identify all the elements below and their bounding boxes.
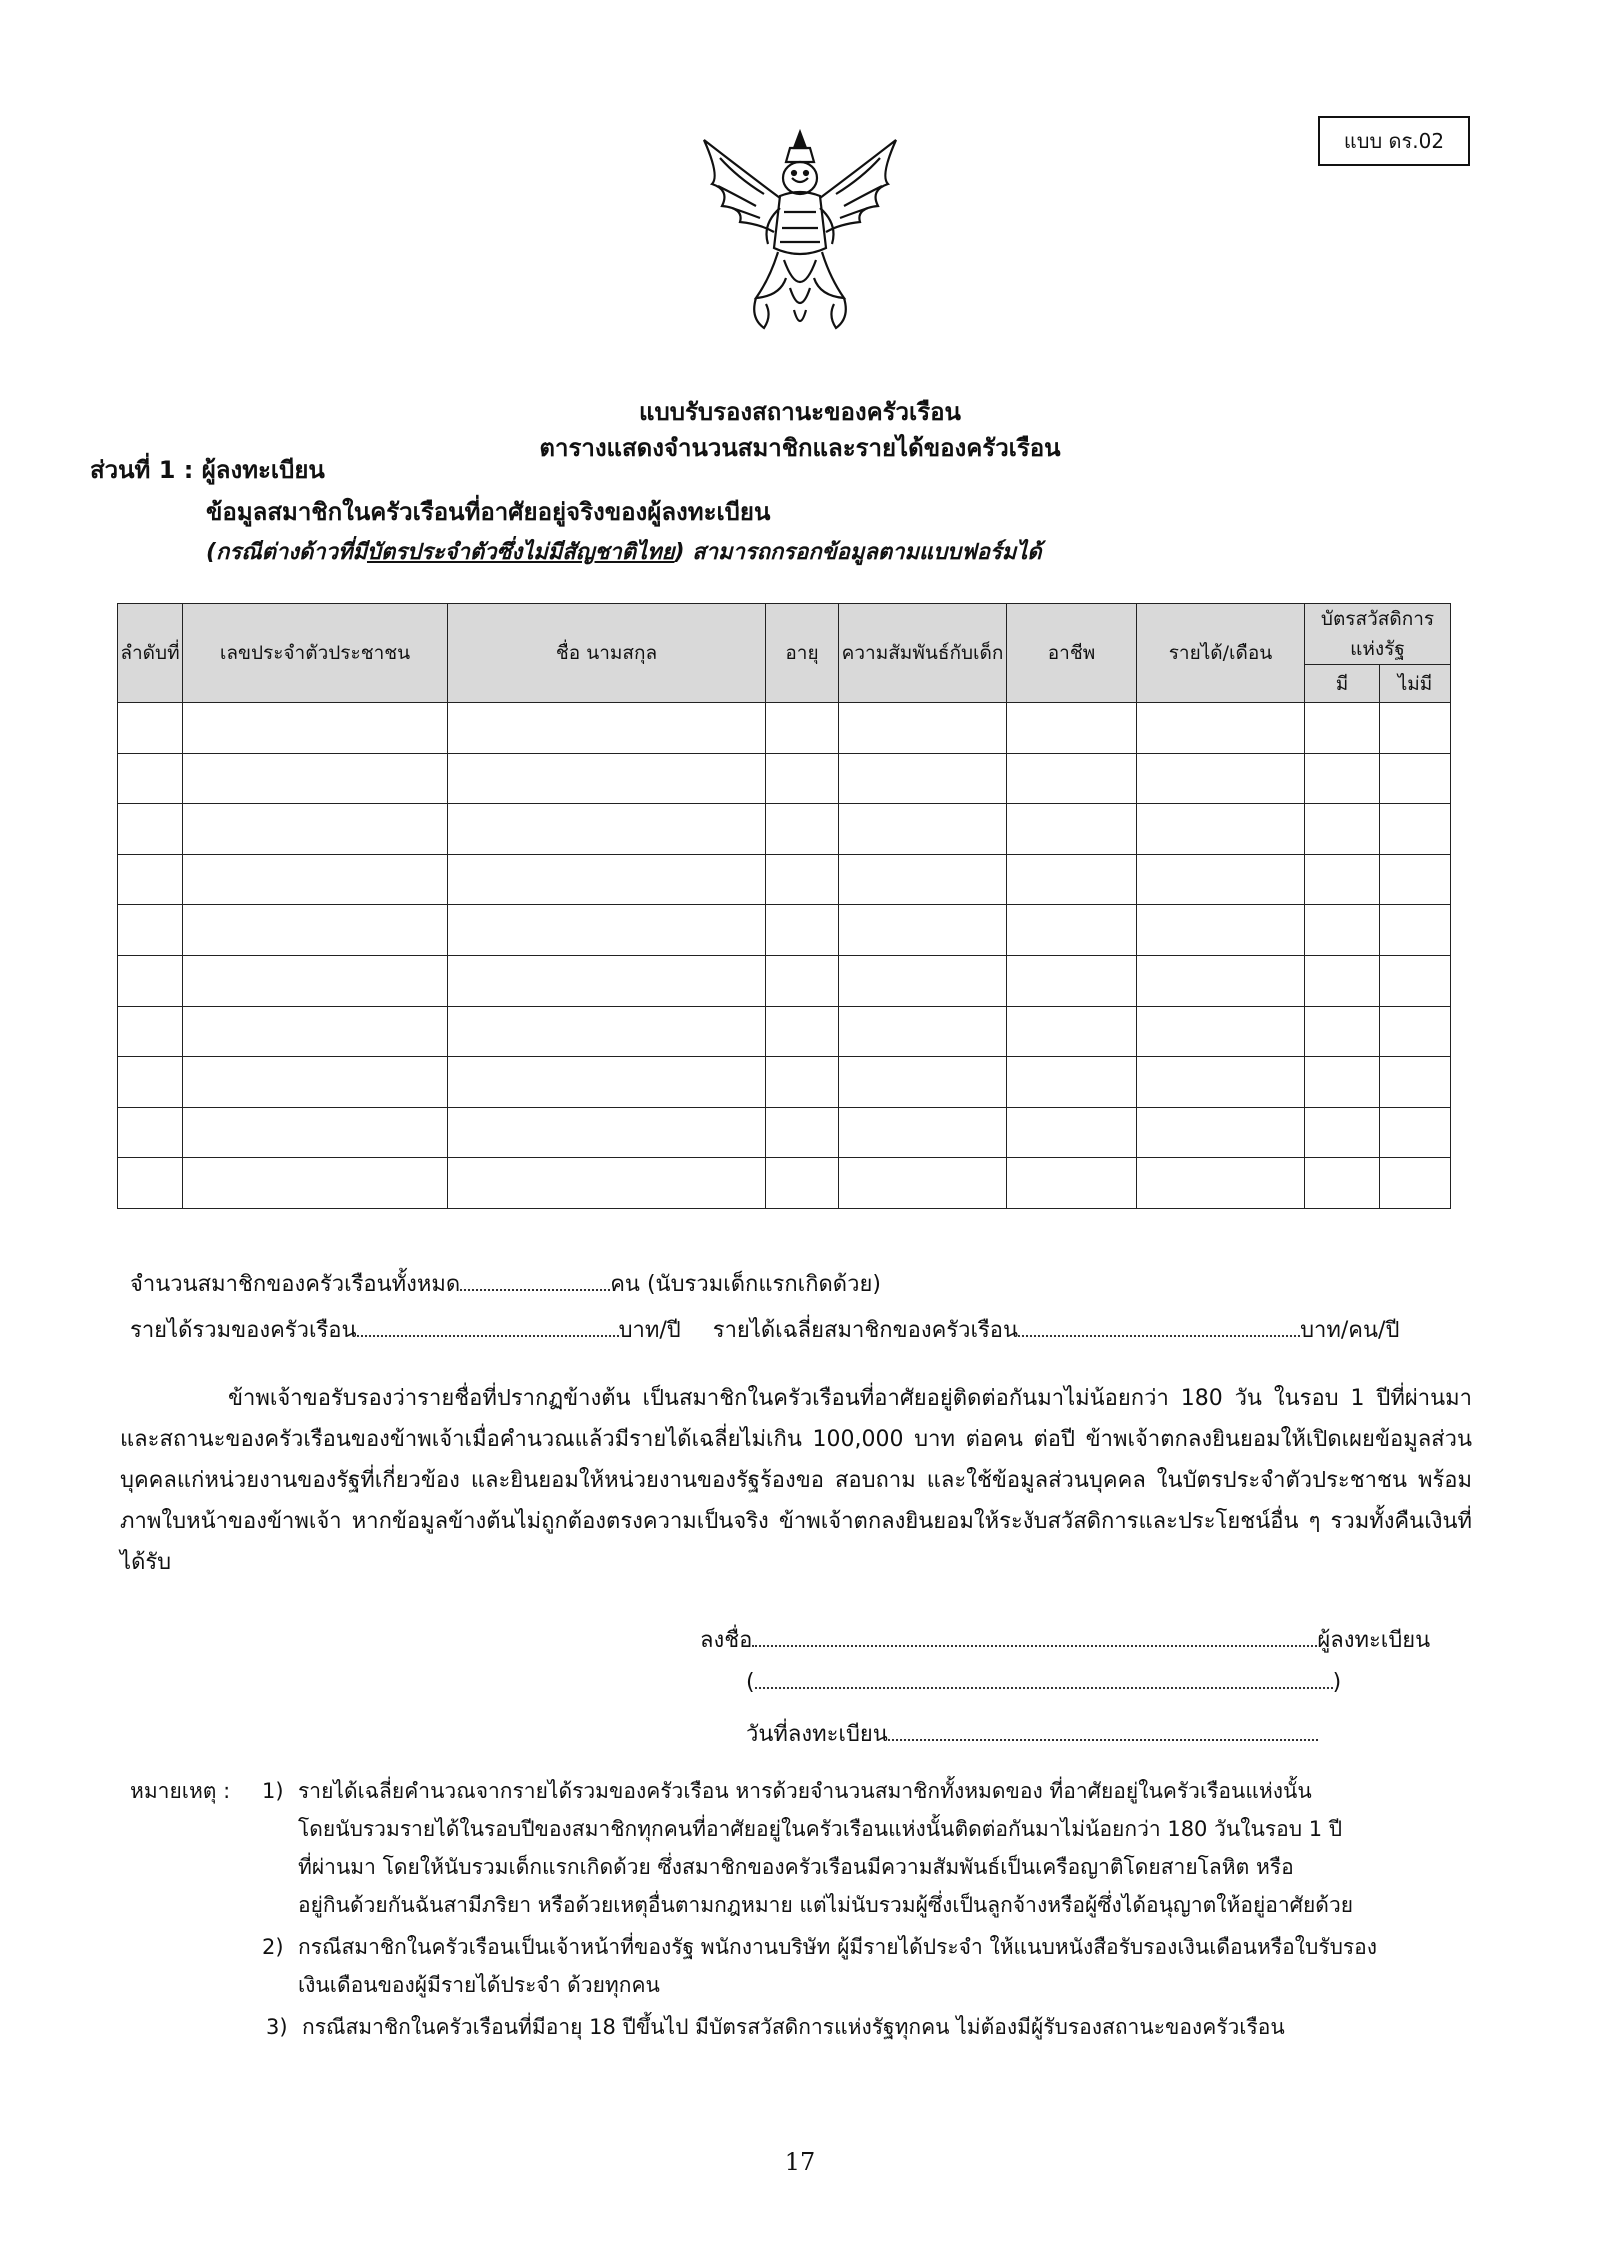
total-income-field[interactable] <box>357 1334 619 1337</box>
table-cell[interactable] <box>448 1158 766 1209</box>
table-cell[interactable] <box>183 905 448 956</box>
table-cell[interactable] <box>1380 1158 1451 1209</box>
table-cell[interactable] <box>766 1158 839 1209</box>
remark-2 <box>298 1928 1377 2004</box>
table-cell[interactable] <box>1380 905 1451 956</box>
col-header-occupation: อาชีพ <box>1007 604 1137 703</box>
table-cell[interactable] <box>448 854 766 905</box>
remark-1-line: อยู่กินด้วยกันฉันสามีภริยา หรือด้วยเหตุอื่นตามกฎหมาย แต่ไม่นับรวมผู้ซึ่งเป็นลูกจ้างหรือผู้ซึ่งได้อนุญาตให้อยู่อาศัยด้วย <box>298 1893 1354 1917</box>
table-cell[interactable] <box>1305 1057 1380 1108</box>
table-row <box>118 854 1451 905</box>
table-cell[interactable] <box>766 804 839 855</box>
table-cell[interactable] <box>1305 955 1380 1006</box>
table-row <box>118 1107 1451 1158</box>
table-cell[interactable] <box>766 1057 839 1108</box>
table-cell[interactable] <box>1007 955 1137 1006</box>
col-header-has: มี <box>1305 665 1380 703</box>
table-cell[interactable] <box>1305 703 1380 754</box>
table-cell[interactable] <box>1007 854 1137 905</box>
printed-name-line <box>746 1670 1341 1695</box>
table-cell[interactable] <box>183 955 448 1006</box>
members-count-field[interactable] <box>460 1288 610 1291</box>
col-header-no: ลำดับที่ <box>118 604 183 703</box>
table-row <box>118 804 1451 855</box>
table-cell[interactable] <box>183 1158 448 1209</box>
table-cell[interactable] <box>1007 1158 1137 1209</box>
signer-role: ผู้ลงทะเบียน <box>1317 1628 1431 1653</box>
table-row <box>118 905 1451 956</box>
col-header-age: อายุ <box>766 604 839 703</box>
note-suffix: ) สามารถกรอกข้อมูลตามแบบฟอร์มได้ <box>674 540 1042 565</box>
table-cell[interactable] <box>1305 854 1380 905</box>
table-cell[interactable] <box>1137 1107 1305 1158</box>
sign-label: ลงชื่อ <box>700 1628 753 1653</box>
col-header-name: ชื่อ นามสกุล <box>448 604 766 703</box>
remark-1-line: ที่ผ่านมา โดยให้นับรวมเด็กแรกเกิดด้วย ซึ่งสมาชิกของครัวเรือนมีความสัมพันธ์เป็นเครือญาติโดยสายโลหิต หรือ <box>298 1855 1294 1879</box>
table-cell[interactable] <box>839 1006 1007 1057</box>
col-header-income: รายได้/เดือน <box>1137 604 1305 703</box>
total-income-label: รายได้รวมของครัวเรือน <box>130 1318 357 1343</box>
col-header-relation: ความสัมพันธ์กับเด็ก <box>839 604 1007 703</box>
table-cell[interactable] <box>183 1006 448 1057</box>
table-cell[interactable] <box>448 753 766 804</box>
table-cell[interactable] <box>448 1006 766 1057</box>
table-cell[interactable] <box>1137 905 1305 956</box>
signature-line <box>700 1622 1430 1657</box>
table-cell[interactable] <box>1380 1107 1451 1158</box>
table-cell[interactable] <box>1137 854 1305 905</box>
household-members-table <box>117 603 1451 1209</box>
table-cell[interactable] <box>1137 804 1305 855</box>
paren-open: ( <box>746 1670 755 1695</box>
table-cell[interactable] <box>1380 753 1451 804</box>
table-cell[interactable] <box>118 1006 183 1057</box>
page-number: 17 <box>784 2148 816 2176</box>
table-cell[interactable] <box>118 1158 183 1209</box>
registration-date-label: วันที่ลงทะเบียน <box>746 1722 888 1747</box>
signature-field[interactable] <box>752 1644 1317 1647</box>
table-cell[interactable] <box>448 703 766 754</box>
table-cell[interactable] <box>1137 1158 1305 1209</box>
avg-income-unit: บาท/คน/ปี <box>1300 1318 1400 1343</box>
table-cell[interactable] <box>118 854 183 905</box>
table-cell[interactable] <box>766 1107 839 1158</box>
table-cell[interactable] <box>1137 753 1305 804</box>
table-cell[interactable] <box>183 854 448 905</box>
table-cell[interactable] <box>118 753 183 804</box>
table-cell[interactable] <box>183 1107 448 1158</box>
form-subtitle: ตารางแสดงจำนวนสมาชิกและรายได้ของครัวเรือน <box>539 434 1061 462</box>
table-cell[interactable] <box>183 703 448 754</box>
table-cell[interactable] <box>839 1107 1007 1158</box>
table-cell[interactable] <box>118 703 183 754</box>
table-cell[interactable] <box>766 753 839 804</box>
table-cell[interactable] <box>1007 804 1137 855</box>
remark-2-line: กรณีสมาชิกในครัวเรือนเป็นเจ้าหน้าที่ของรัฐ พนักงานบริษัท ผู้มีรายได้ประจำ ให้แนบหนังสือรับรองเงินเดือนหรือใบรับรอง <box>298 1935 1378 1959</box>
table-row <box>118 1158 1451 1209</box>
table-cell[interactable] <box>766 955 839 1006</box>
table-cell[interactable] <box>118 905 183 956</box>
table-cell[interactable] <box>1007 905 1137 956</box>
table-cell[interactable] <box>1305 905 1380 956</box>
col-header-id: เลขประจำตัวประชาชน <box>183 604 448 703</box>
income-line <box>130 1312 1399 1347</box>
form-code-box <box>1318 116 1470 166</box>
table-cell[interactable] <box>1007 703 1137 754</box>
foreigner-note <box>206 534 1042 569</box>
avg-income-label: รายได้เฉลี่ยสมาชิกของครัวเรือน <box>712 1318 1019 1343</box>
table-cell[interactable] <box>839 955 1007 1006</box>
table-cell[interactable] <box>1305 1107 1380 1158</box>
table-cell[interactable] <box>183 1057 448 1108</box>
col-header-welfare-card: บัตรสวัสดิการแห่งรัฐ <box>1305 604 1451 665</box>
table-cell[interactable] <box>448 1057 766 1108</box>
total-income-unit: บาท/ปี <box>618 1318 681 1343</box>
table-row <box>118 955 1451 1006</box>
table-cell[interactable] <box>839 1158 1007 1209</box>
remark-3: กรณีสมาชิกในครัวเรือนที่มีอายุ 18 ปีขึ้นไป มีบัตรสวัสดิการแห่งรัฐทุกคน ไม่ต้องมีผู้รับรองสถานะของครัวเรือน <box>302 2015 1285 2039</box>
table-cell[interactable] <box>1007 1107 1137 1158</box>
avg-income-field[interactable] <box>1018 1334 1300 1337</box>
table-cell[interactable] <box>1137 703 1305 754</box>
note-underlined: บัตรประจำตัวซึ่งไม่มีสัญชาติไทย <box>366 540 675 565</box>
table-cell[interactable] <box>1137 1057 1305 1108</box>
garuda-emblem-icon <box>660 128 940 338</box>
table-cell[interactable] <box>766 905 839 956</box>
table-cell[interactable] <box>118 804 183 855</box>
section-heading: ข้อมูลสมาชิกในครัวเรือนที่อาศัยอยู่จริงของผู้ลงทะเบียน <box>206 498 771 526</box>
remark-3-number: 3) <box>266 2015 288 2039</box>
form-title: แบบรับรองสถานะของครัวเรือน <box>639 398 961 426</box>
table-row <box>118 753 1451 804</box>
table-cell[interactable] <box>183 804 448 855</box>
table-cell[interactable] <box>1007 753 1137 804</box>
table-cell[interactable] <box>1305 753 1380 804</box>
table-row <box>118 703 1451 754</box>
table-cell[interactable] <box>1380 955 1451 1006</box>
declaration-text: ข้าพเจ้าขอรับรองว่ารายชื่อที่ปรากฏข้างต้น เป็นสมาชิกในครัวเรือนที่อาศัยอยู่ติดต่อกันมาไม่น้อยกว่า 180 วัน ในรอบ 1 ปีที่ผ่านมา และสถานะของครัวเรือนของข้าพเจ้าเมื่อคำนวณแล้วมีรายได้เฉลี่ยไม่เกิน 100,000 บาท ต่อคน ต่อปี ข้าพเจ้าตกลงยินยอมให้เปิดเผยข้อมูลส่วนบุคคลแก่หน่วยงานของรัฐที่เกี่ยวข้อง และยินยอมให้หน่วยงานของรัฐร้องขอ สอบถาม และใช้ข้อมูลส่วนบุคคล ในบัตรประจำตัวประชาชน พร้อมภาพใบหน้าของข้าพเจ้า หากข้อมูลข้างต้นไม่ถูกต้องตรงความเป็นจริง ข้าพเจ้าตกลงยินยอมให้ระงับสวัสดิการและประโยชน์อื่น ๆ รวมทั้งคืนเงินที่ได้รับ <box>120 1386 1473 1575</box>
table-cell[interactable] <box>1380 703 1451 754</box>
table-cell[interactable] <box>839 804 1007 855</box>
table-cell[interactable] <box>1380 804 1451 855</box>
remark-2-number: 2) <box>262 1935 284 1959</box>
remarks-label: หมายเหตุ : <box>130 1779 231 1803</box>
table-cell[interactable] <box>1305 1006 1380 1057</box>
table-cell[interactable] <box>118 955 183 1006</box>
table-cell[interactable] <box>1137 1006 1305 1057</box>
table-cell[interactable] <box>448 905 766 956</box>
table-cell[interactable] <box>118 1057 183 1108</box>
table-cell[interactable] <box>839 854 1007 905</box>
table-cell[interactable] <box>1137 955 1305 1006</box>
table-row <box>118 1057 1451 1108</box>
remark-1-line: รายได้เฉลี่ยคำนวณจากรายได้รวมของครัวเรือน หารด้วยจำนวนสมาชิกทั้งหมดของ ที่อาศัยอยู่ในครัวเรือนแห่งนั้น <box>298 1779 1312 1803</box>
table-cell[interactable] <box>766 703 839 754</box>
table-cell[interactable] <box>448 1107 766 1158</box>
form-code: แบบ ดร.02 <box>1343 129 1445 153</box>
table-cell[interactable] <box>1380 1057 1451 1108</box>
members-count-label: จำนวนสมาชิกของครัวเรือนทั้งหมด <box>130 1272 461 1297</box>
table-cell[interactable] <box>839 905 1007 956</box>
table-cell[interactable] <box>118 1107 183 1158</box>
printed-name-field[interactable] <box>755 1686 1333 1689</box>
table-cell[interactable] <box>183 753 448 804</box>
table-cell[interactable] <box>766 1006 839 1057</box>
table-cell[interactable] <box>1380 1006 1451 1057</box>
table-cell[interactable] <box>839 753 1007 804</box>
table-cell[interactable] <box>839 1057 1007 1108</box>
table-cell[interactable] <box>1305 804 1380 855</box>
registration-date-field[interactable] <box>888 1738 1318 1741</box>
part-label: ส่วนที่ 1 : ผู้ลงทะเบียน <box>90 456 325 484</box>
col-header-has-not: ไม่มี <box>1380 665 1451 703</box>
remark-1 <box>298 1772 1353 1924</box>
members-count-unit: คน (นับรวมเด็กแรกเกิดด้วย) <box>610 1272 881 1297</box>
members-count-line <box>130 1266 881 1301</box>
table-cell[interactable] <box>448 804 766 855</box>
table-cell[interactable] <box>1305 1158 1380 1209</box>
declaration-paragraph <box>120 1378 1472 1583</box>
remark-1-number: 1) <box>262 1779 284 1803</box>
table-cell[interactable] <box>1007 1006 1137 1057</box>
table-cell[interactable] <box>839 703 1007 754</box>
table-cell[interactable] <box>1380 854 1451 905</box>
note-prefix: (กรณีต่างด้าวที่มี <box>206 540 367 565</box>
table-cell[interactable] <box>766 854 839 905</box>
paren-close: ) <box>1332 1670 1342 1695</box>
table-cell[interactable] <box>1007 1057 1137 1108</box>
remark-2-line: เงินเดือนของผู้มีรายได้ประจำ ด้วยทุกคน <box>298 1973 660 1997</box>
table-row <box>118 1006 1451 1057</box>
table-cell[interactable] <box>448 955 766 1006</box>
remark-1-line: โดยนับรวมรายได้ในรอบปีของสมาชิกทุกคนที่อาศัยอยู่ในครัวเรือนแห่งนั้นติดต่อกันมาไม่น้อยกว่า 180 วันในรอบ 1 ปี <box>298 1817 1343 1841</box>
registration-date-line <box>746 1716 1318 1751</box>
